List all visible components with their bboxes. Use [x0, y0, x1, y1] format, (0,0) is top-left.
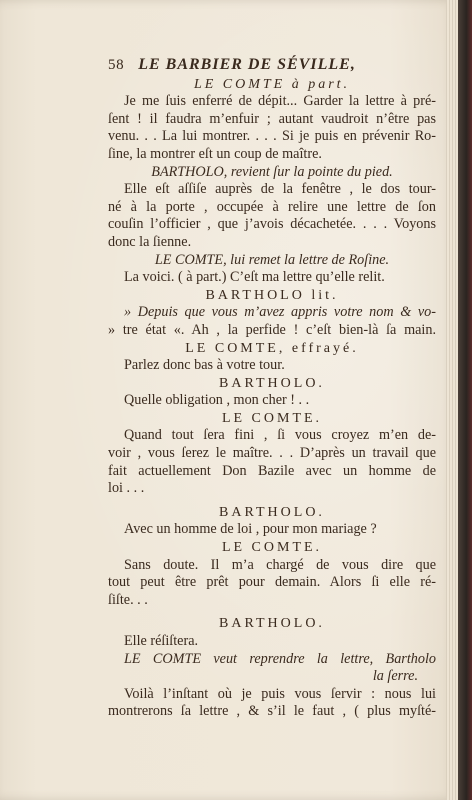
speaker-line: BARTHOLO, revient ſur la pointe du pied. [151, 163, 393, 180]
text-line: ſine, la montrer eſt un coup de maître. [108, 145, 322, 162]
text-line: venu. . . La lui montrer. . . . Si je puis en prévenir Ro- [108, 128, 436, 145]
text-line: » Depuis que vous m’avez appris votre nom & vo- [124, 304, 436, 321]
page-number: 58 [108, 57, 125, 73]
text-line: LE COMTE veut reprendre la lettre, Bartholo [124, 650, 436, 667]
text-line: Parlez donc bas à votre tour. [124, 357, 285, 374]
page-text-block [108, 56, 436, 721]
speaker-line: LE COMTE, lui remet la lettre de Roſine. [154, 251, 390, 268]
text-line: tout peut être prêt pour demain. Alors ſi elle ré- [108, 574, 436, 591]
speaker-line: BARTHOLO. [219, 375, 325, 391]
text-line: la ſerre. [372, 668, 418, 685]
speaker-line: BARTHOLO. [219, 616, 325, 632]
text-line: Elle réſiſtera. [124, 633, 199, 649]
text-line: ſiſte. . . [108, 591, 148, 608]
speaker-line: BARTHOLO. [219, 504, 325, 520]
speaker-line: LE COMTE, effrayé. [185, 340, 359, 356]
text-line: couſin l’officier , que j’avois décachetée. . . . Voyons [108, 216, 436, 233]
running-header [108, 56, 436, 75]
speaker-line: LE COMTE. [221, 540, 323, 556]
page-edge-stack [446, 0, 458, 800]
text-line: Quelle obligation , mon cher ! . . [124, 392, 310, 409]
text-line: ſent ! il faudra m’enfuir ; autant vaudroit n’être pas [108, 110, 436, 127]
text-line: fait actuellement Don Bazile avec un homme de [108, 462, 436, 479]
text-line: Quand tout ſera fini , ſi vous croyez m’en de- [124, 427, 436, 444]
text-line: donc la ſienne. [108, 233, 192, 250]
speaker-line: LE COMTE. [221, 410, 323, 426]
text-line: Avec un homme de loi , pour mon mariage ? [124, 521, 377, 538]
text-line: Je me ſuis enferré de dépit... Garder la lettre à pré- [124, 93, 436, 110]
text-line: loi . . . [108, 480, 145, 497]
text-line: Voilà l’inſtant où je puis vous ſervir : nous lui [124, 685, 436, 702]
text-line: montrerons ſa lettre , & s’il le faut , ( plus myſté- [108, 703, 436, 720]
speaker-line: BARTHOLO lit. [205, 287, 339, 303]
text-line: Elle eſt aſſiſe auprès de la fenêtre , le dos tour- [124, 181, 436, 198]
text-lines [108, 76, 436, 721]
speaker-line: LE COMTE à part. [193, 76, 351, 92]
text-line: Sans doute. Il m’a chargé de vous dire que [124, 556, 436, 573]
text-line: voir , vous ſerez le maître. . . D’après un travail que [108, 445, 436, 462]
text-line: La voici. ( à part.) C’eſt ma lettre qu’elle relit. [124, 269, 385, 286]
binding-edge [458, 0, 472, 800]
text-line: né à la porte , occupée à relire une lettre de ſon [108, 198, 436, 215]
running-title: LE BARBIER DE SÉVILLE, [138, 56, 356, 73]
text-line: » tre état «. Ah , la perfide ! c’eſt bien-là ſa main. [108, 321, 436, 338]
